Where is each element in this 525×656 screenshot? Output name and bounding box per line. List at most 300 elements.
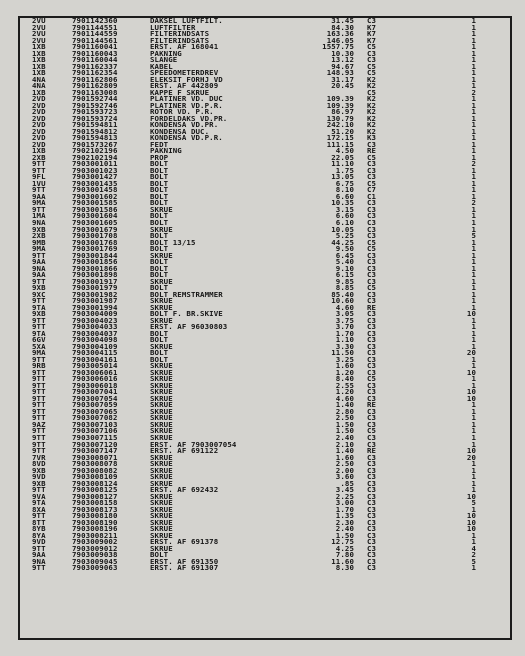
unit-price: 31.17 — [331, 74, 354, 84]
part-description: FEDT — [150, 139, 169, 149]
part-number: 7903007120 — [72, 439, 118, 449]
part-number: 7901162809 — [72, 81, 118, 91]
unit-price: 109.39 — [326, 100, 354, 110]
quantity: 1 — [471, 191, 476, 201]
part-description: BOLT — [150, 550, 169, 560]
quantity: 2 — [471, 87, 476, 97]
row-code: 8XA — [32, 504, 46, 514]
part-number: 7901594812 — [72, 126, 118, 136]
unit-price: 51.20 — [331, 126, 354, 136]
part-description: SKRUE — [150, 511, 173, 521]
row-code: 9TT — [32, 563, 46, 573]
quantity: 1 — [471, 537, 476, 547]
quantity: 5 — [471, 556, 476, 566]
row-code: 9NA — [32, 263, 46, 273]
unit-price: 4.60 — [335, 393, 354, 403]
part-number: 7901160043 — [72, 48, 118, 58]
part-number: 7903001866 — [72, 263, 118, 273]
quantity: 1 — [471, 250, 476, 260]
row-code: 9TT — [32, 543, 46, 553]
part-number: 7903001979 — [72, 283, 118, 293]
price-group: C3 — [367, 270, 377, 280]
unit-price: 1557.75 — [322, 42, 354, 52]
part-description: FILTERINDSATS — [150, 29, 210, 39]
unit-price: 7.80 — [335, 550, 354, 560]
unit-price: 6.15 — [335, 270, 354, 280]
price-group: K2 — [367, 74, 377, 84]
unit-price: 2.10 — [335, 439, 354, 449]
quantity: 2 — [471, 550, 476, 560]
unit-price: 4.50 — [335, 146, 354, 156]
price-group: C3 — [367, 419, 377, 429]
price-group: C5 — [367, 87, 377, 97]
price-group: RE — [367, 302, 377, 312]
price-group: C3 — [367, 309, 377, 319]
part-description: LUFTFILTER — [150, 22, 196, 32]
price-group: C3 — [367, 439, 377, 449]
unit-price: 1.40 — [335, 400, 354, 410]
quantity: 1 — [471, 55, 476, 65]
price-group: RE — [367, 146, 377, 156]
part-description: BOLT — [150, 159, 169, 169]
row-code: 9NA — [32, 217, 46, 227]
unit-price: 10.60 — [331, 296, 354, 306]
row-code: 9TT — [32, 439, 46, 449]
price-group: C3 — [367, 511, 377, 521]
price-group: C3 — [367, 231, 377, 241]
price-group: C3 — [367, 413, 377, 423]
unit-price: 8.10 — [335, 185, 354, 195]
row-code: 5XA — [32, 341, 46, 351]
row-code: 8YA — [32, 530, 46, 540]
part-number: 7903007115 — [72, 433, 118, 442]
price-group: C5 — [367, 152, 377, 162]
part-number: 7903004037 — [72, 328, 118, 338]
row-code: 8TT — [32, 517, 46, 527]
price-group: C3 — [367, 172, 377, 182]
row-code: 2VD — [32, 139, 46, 149]
unit-price: 9.50 — [335, 244, 354, 254]
unit-price: 9.85 — [335, 276, 354, 286]
row-code: 9TT — [32, 250, 46, 260]
quantity: 4 — [471, 543, 476, 553]
quantity: 10 — [466, 387, 476, 397]
price-group: C3 — [367, 165, 377, 175]
part-description: ERST. AF 691350 — [150, 556, 219, 566]
part-description: BOLT — [150, 263, 169, 273]
part-number: 7901144561 — [72, 35, 118, 45]
part-description: ERST. AF 168041 — [150, 42, 219, 52]
part-description: BOLT — [150, 354, 169, 364]
quantity: 1 — [471, 237, 476, 247]
part-description: SKRUE — [150, 380, 173, 390]
price-group: C5 — [367, 374, 377, 384]
price-group: C3 — [367, 204, 377, 214]
quantity: 1 — [471, 426, 476, 436]
row-code: 1XB — [32, 87, 46, 97]
part-number: 7903007082 — [72, 413, 118, 423]
price-group: C3 — [367, 367, 377, 377]
row-code: 1VU — [32, 178, 46, 188]
price-group: C3 — [367, 159, 377, 169]
part-description: SKRUE — [150, 524, 173, 534]
quantity: 1 — [471, 374, 476, 384]
unit-price: 1.40 — [335, 446, 354, 456]
unit-price: 3.05 — [335, 309, 354, 319]
price-group: C3 — [367, 55, 377, 65]
part-number: 7903001708 — [72, 231, 118, 241]
unit-price: 6.60 — [335, 211, 354, 221]
unit-price: 10.30 — [331, 48, 354, 58]
unit-price: 111.15 — [326, 139, 354, 149]
part-description: ERST. AF 7903007054 — [150, 439, 237, 449]
unit-price: 22.05 — [331, 152, 354, 162]
unit-price: 9.10 — [335, 263, 354, 273]
quantity: 1 — [471, 244, 476, 254]
unit-price: 148.93 — [326, 68, 354, 78]
row-code: 1XB — [32, 146, 46, 156]
unit-price: 163.36 — [326, 29, 354, 39]
price-group: C3 — [367, 406, 377, 416]
row-code: 9TT — [32, 380, 46, 390]
part-description: FORDELDAKS VD.PR. — [150, 113, 228, 123]
quantity: 1 — [471, 133, 476, 143]
quantity: 1 — [471, 48, 476, 58]
quantity: 1 — [471, 74, 476, 84]
unit-price: 86.97 — [331, 107, 354, 117]
quantity: 1 — [471, 224, 476, 234]
part-description: SKRUE — [150, 530, 173, 540]
part-description: SKRUE — [150, 433, 173, 442]
quantity: 1 — [471, 433, 476, 442]
unit-price: 12.75 — [331, 537, 354, 547]
row-code: 9TT — [32, 400, 46, 410]
part-description: SKRUE — [150, 374, 173, 384]
part-number: 7903007106 — [72, 426, 118, 436]
part-number: 7903008125 — [72, 485, 118, 495]
quantity: 10 — [466, 367, 476, 377]
unit-price: 1.20 — [335, 367, 354, 377]
price-group: C3 — [367, 491, 377, 501]
part-description: ERST. AF 442809 — [150, 81, 219, 91]
part-number: 7902102196 — [72, 146, 118, 156]
price-group: C3 — [367, 472, 377, 482]
row-code: 9TT — [32, 185, 46, 195]
part-number: 7903001604 — [72, 211, 118, 221]
price-group: C1 — [367, 191, 377, 201]
price-group: C3 — [367, 250, 377, 260]
quantity: 1 — [471, 328, 476, 338]
row-code: 9TT — [32, 433, 46, 442]
part-number: 7901162337 — [72, 61, 118, 71]
part-number: 7903007059 — [72, 400, 118, 410]
part-number: 7903001011 — [72, 159, 118, 169]
price-group: K7 — [367, 22, 377, 32]
part-description: PLATINER VD. DUC — [150, 94, 223, 104]
part-number: 7903007147 — [72, 446, 118, 456]
part-description: BOLT F. BR.SKIVE — [150, 309, 223, 319]
part-description: KONDENSA VD.P.R. — [150, 133, 223, 143]
part-description: BOLT — [150, 283, 169, 293]
part-description: ERST. AF 96030803 — [150, 322, 228, 332]
part-description: SKRUE — [150, 361, 173, 371]
part-description: SKRUE — [150, 250, 173, 260]
part-number: 7903001679 — [72, 224, 118, 234]
quantity: 1 — [471, 485, 476, 495]
part-number: 7903008109 — [72, 472, 118, 482]
quantity: 10 — [466, 393, 476, 403]
row-code: 2VD — [32, 113, 46, 123]
quantity: 1 — [471, 478, 476, 488]
unit-price: 1.50 — [335, 530, 354, 540]
part-description: BOLT — [150, 185, 169, 195]
price-group: RE — [367, 400, 377, 410]
row-code: 9TT — [32, 485, 46, 495]
part-description: BOLT — [150, 257, 169, 267]
row-code: 9TT — [32, 354, 46, 364]
part-description: PLATINER VD.P.R. — [150, 100, 223, 110]
quantity: 1 — [471, 185, 476, 195]
quantity: 1 — [471, 341, 476, 351]
row-code: 9TT — [32, 387, 46, 397]
part-number: 7903008082 — [72, 465, 118, 475]
part-number: 7903009045 — [72, 556, 118, 566]
row-code: 2VU — [32, 29, 46, 39]
price-group: C3 — [367, 16, 377, 25]
part-description: PROP — [150, 152, 169, 162]
part-description: SKRUE — [150, 504, 173, 514]
part-description: BOLT — [150, 172, 169, 182]
part-description: ERST. AF 692432 — [150, 485, 219, 495]
row-code: 9TT — [32, 165, 46, 175]
part-number: 7903004009 — [72, 309, 118, 319]
price-group: C3 — [367, 556, 377, 566]
price-group: C3 — [367, 48, 377, 58]
price-group: K2 — [367, 113, 377, 123]
part-number: 7903004023 — [72, 315, 118, 325]
part-number: 7901594811 — [72, 120, 118, 130]
quantity: 10 — [466, 446, 476, 456]
quantity: 10 — [466, 511, 476, 521]
price-group: C3 — [367, 459, 377, 469]
part-number: 7903004161 — [72, 354, 118, 364]
quantity: 1 — [471, 35, 476, 45]
quantity: 1 — [471, 322, 476, 332]
part-number: 7901594813 — [72, 133, 118, 143]
row-code: 1XB — [32, 68, 46, 78]
part-number: 7901592746 — [72, 100, 118, 110]
row-code: 9FL — [32, 172, 46, 182]
part-description: SKRUE — [150, 452, 173, 462]
table-row — [22, 565, 508, 572]
row-code: 6GV — [32, 335, 46, 345]
price-group: C3 — [367, 393, 377, 403]
quantity: 1 — [471, 335, 476, 345]
price-group: C3 — [367, 524, 377, 534]
quantity: 1 — [471, 563, 476, 573]
part-number: 7903004109 — [72, 341, 118, 351]
row-code: 9AA — [32, 270, 46, 280]
price-group: C5 — [367, 42, 377, 52]
row-code: 2XB — [32, 152, 46, 162]
row-code: 9TT — [32, 159, 46, 169]
price-group: C3 — [367, 139, 377, 149]
part-description: SKRUE — [150, 543, 173, 553]
part-number: 7903009002 — [72, 537, 118, 547]
unit-price: 3.30 — [335, 341, 354, 351]
part-description: SKRUE — [150, 367, 173, 377]
price-group: C3 — [367, 322, 377, 332]
row-code: 8VD — [32, 459, 46, 469]
unit-price: 6.60 — [335, 191, 354, 201]
unit-price: 11.10 — [331, 159, 354, 169]
part-number: 7903008196 — [72, 524, 118, 534]
quantity: 1 — [471, 361, 476, 371]
row-code: 9AZ — [32, 419, 46, 429]
unit-price: 8.85 — [335, 283, 354, 293]
part-description: PAKNING — [150, 146, 182, 156]
part-number: 7903001586 — [72, 204, 118, 214]
price-group: C5 — [367, 244, 377, 254]
part-description: BOLT — [150, 231, 169, 241]
part-description: KAPPE F SKRUE — [150, 87, 210, 97]
part-number: 7901144551 — [72, 22, 118, 32]
part-number: 7903006061 — [72, 367, 118, 377]
part-number: 7903007103 — [72, 419, 118, 429]
row-code: 9XB — [32, 283, 46, 293]
part-number: 7901160041 — [72, 42, 118, 52]
price-group: C3 — [367, 452, 377, 462]
unit-price: 10.05 — [331, 224, 354, 234]
row-code: 1MA — [32, 211, 46, 221]
price-group: C3 — [367, 530, 377, 540]
quantity: 10 — [466, 524, 476, 534]
price-group: C3 — [367, 543, 377, 553]
quantity: 2 — [471, 159, 476, 169]
quantity: 1 — [471, 204, 476, 214]
quantity: 1 — [471, 217, 476, 227]
row-code: 9VA — [32, 491, 46, 501]
unit-price: 8.30 — [335, 563, 354, 573]
part-description: FILTERINDSATS — [150, 35, 210, 45]
part-number: 7902102194 — [72, 152, 118, 162]
price-group: C3 — [367, 517, 377, 527]
part-number: 7903006018 — [72, 380, 118, 390]
part-number: 7901592744 — [72, 94, 118, 104]
quantity: 20 — [466, 348, 476, 358]
part-description: BOLT REMSTRAMMER — [150, 289, 223, 299]
price-group: C3 — [367, 498, 377, 508]
part-number: 7903001602 — [72, 191, 118, 201]
row-code: 7VR — [32, 452, 46, 462]
part-description: BOLT — [150, 348, 169, 358]
quantity: 1 — [471, 289, 476, 299]
unit-price: 8.40 — [335, 374, 354, 384]
part-number: 7903004115 — [72, 348, 118, 358]
quantity: 1 — [471, 413, 476, 423]
part-description: SKRUE — [150, 393, 173, 403]
row-code: 2VD — [32, 126, 46, 136]
price-group: C3 — [367, 380, 377, 390]
row-code: 4NA — [32, 74, 46, 84]
unit-price: 94.67 — [331, 61, 354, 71]
row-code: 9AA — [32, 257, 46, 267]
unit-price: 1.50 — [335, 419, 354, 429]
unit-price: 3.70 — [335, 322, 354, 332]
quantity: 10 — [466, 517, 476, 527]
row-code: 9MB — [32, 237, 46, 247]
part-description: BOLT — [150, 211, 169, 221]
part-number: 7903007054 — [72, 393, 118, 403]
row-code: 9MA — [32, 244, 46, 254]
price-group: C3 — [367, 348, 377, 358]
part-description: KONDENSA VD.PR. — [150, 120, 219, 130]
part-description: SKRUE — [150, 465, 173, 475]
part-description: BOLT — [150, 335, 169, 345]
part-number: 7903008190 — [72, 517, 118, 527]
row-code: 1XB — [32, 55, 46, 65]
unit-price: 2.25 — [335, 491, 354, 501]
price-group: C3 — [367, 361, 377, 371]
row-code: 9TT — [32, 276, 46, 286]
row-code: 1XB — [32, 42, 46, 52]
price-group: C7 — [367, 185, 377, 195]
unit-price: 2.00 — [335, 465, 354, 475]
part-number: 7903001768 — [72, 237, 118, 247]
unit-price: 13.12 — [331, 55, 354, 65]
part-number: 7901162354 — [72, 68, 118, 78]
price-group: C3 — [367, 296, 377, 306]
unit-price: 1.60 — [335, 452, 354, 462]
row-code: 2VD — [32, 107, 46, 117]
quantity: 1 — [471, 380, 476, 390]
part-number: 7903008078 — [72, 459, 118, 469]
row-code: 9RB — [32, 361, 46, 371]
quantity: 1 — [471, 165, 476, 175]
unit-price: 31.45 — [331, 16, 354, 25]
part-number: 7903001585 — [72, 198, 118, 208]
price-group: C3 — [367, 315, 377, 325]
part-number: 7903001435 — [72, 178, 118, 188]
price-group: C3 — [367, 276, 377, 286]
quantity: 1 — [471, 257, 476, 267]
part-description: BOLT — [150, 328, 169, 338]
row-code: 1XB — [32, 48, 46, 58]
part-number: 7903008180 — [72, 511, 118, 521]
part-description: BOLT 13/15 — [150, 237, 196, 247]
unit-price: 84.30 — [331, 22, 354, 32]
part-description: BOLT — [150, 217, 169, 227]
price-group: C3 — [367, 198, 377, 208]
price-group: C3 — [367, 289, 377, 299]
part-number: 7903001987 — [72, 296, 118, 306]
row-code: 2VU — [32, 16, 46, 25]
quantity: 1 — [471, 146, 476, 156]
part-description: ERST. AF 691307 — [150, 563, 219, 573]
part-number: 7903001982 — [72, 289, 118, 299]
part-description: SKRUE — [150, 224, 173, 234]
unit-price: 2.50 — [335, 413, 354, 423]
price-group: C3 — [367, 257, 377, 267]
part-description: SKRUE — [150, 296, 173, 306]
part-number: 7903001917 — [72, 276, 118, 286]
part-description: SKRUE — [150, 302, 173, 312]
unit-price: 5.25 — [335, 231, 354, 241]
quantity: 20 — [466, 452, 476, 462]
part-number: 7901144559 — [72, 29, 118, 39]
row-code: 9TT — [32, 413, 46, 423]
unit-price: 6.10 — [335, 217, 354, 227]
